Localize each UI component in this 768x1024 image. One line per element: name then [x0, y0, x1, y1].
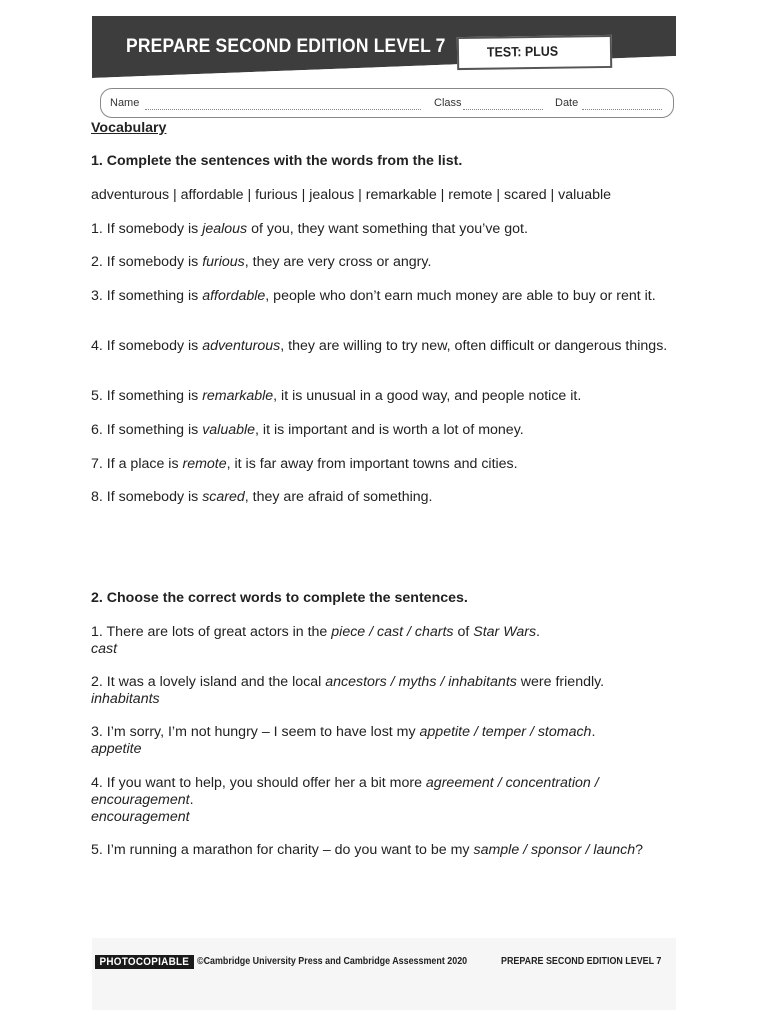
header-title: PREPARE SECOND EDITION LEVEL 7	[126, 36, 446, 57]
exercise1-item: 2. If somebody is furious, they are very cross or angry.	[91, 254, 432, 270]
section-heading: Vocabulary	[91, 120, 167, 136]
answer-word: cast	[91, 641, 118, 657]
photocopiable-badge: PHOTOCOPIABLE	[95, 955, 194, 969]
exercise1-item: 1. If somebody is jealous of you, they want something that you’ve got.	[91, 221, 528, 237]
answer-word: remarkable	[202, 388, 274, 404]
word-options: appetite / temper / stomach	[419, 724, 592, 740]
answer-word: valuable	[202, 422, 256, 438]
answer-word: appetite	[91, 741, 142, 757]
answer-word: furious	[202, 254, 245, 270]
word-options: ancestors / myths / inhabitants	[325, 674, 517, 690]
answer-word: encouragement	[91, 809, 190, 825]
word-options: piece / cast / charts	[331, 624, 454, 640]
answer-word: scared	[202, 489, 245, 505]
answer-word: remote	[182, 456, 227, 472]
answer-word: affordable	[202, 288, 266, 304]
exercise2-instruction: 2. Choose the correct words to complete the sentences.	[91, 590, 468, 606]
exercise1-instruction: 1. Complete the sentences with the words from the list.	[91, 153, 463, 169]
name-label: Name	[110, 97, 140, 109]
answer-word: inhabitants	[91, 691, 160, 707]
date-input-line[interactable]	[582, 109, 662, 110]
exercise1-item: 8. If somebody is scared, they are afraid of something.	[91, 489, 433, 505]
exercise2-item: 3. I’m sorry, I’m not hungry – I seem to have lost my appetite / temper / stomach. appetite	[91, 724, 596, 757]
answer-word: jealous	[202, 221, 248, 237]
class-label: Class	[434, 97, 462, 109]
exercise1-item: 4. If somebody is adventurous, they are willing to try new, often difficult or dangerous things.	[91, 338, 668, 354]
exercise2-item: 4. If you want to help, you should offer her a bit more agreement / concentration / encouragement. encouragement	[91, 775, 599, 825]
exercise2-item: 5. I’m running a marathon for charity – do you want to be my sample / sponsor / launch?	[91, 842, 644, 858]
copyright-notice: ©Cambridge University Press and Cambridge Assessment 2020	[197, 955, 468, 967]
exercise1-item: 6. If something is valuable, it is important and is worth a lot of money.	[91, 422, 524, 438]
word-options: sample / sponsor / launch	[473, 842, 636, 858]
word-list: adventurous | affordable | furious | jealous | remarkable | remote | scared | valuable	[91, 187, 612, 203]
footer-title: PREPARE SECOND EDITION LEVEL 7	[501, 955, 662, 967]
word-options: agreement / concentration / encouragement	[91, 775, 599, 808]
footer-area	[92, 938, 676, 1010]
test-label: TEST: PLUS	[486, 43, 559, 60]
date-label: Date	[555, 97, 579, 109]
exercise2-item: 1. There are lots of great actors in the piece / cast / charts of Star Wars. cast	[91, 624, 540, 657]
test-label-box	[457, 35, 612, 70]
exercise1-item: 3. If something is affordable, people who don’t earn much money are able to buy or rent it.	[91, 288, 656, 304]
answer-word: adventurous	[202, 338, 281, 354]
exercise1-item: 5. If something is remarkable, it is unusual in a good way, and people notice it.	[91, 388, 582, 404]
exercise1-item: 7. If a place is remote, it is far away from important towns and cities.	[91, 456, 518, 472]
class-input-line[interactable]	[463, 109, 543, 110]
exercise2-item: 2. It was a lovely island and the local ancestors / myths / inhabitants were friendly. inhabitants	[91, 674, 605, 707]
name-class-date-field	[100, 88, 674, 118]
name-input-line[interactable]	[145, 109, 421, 110]
